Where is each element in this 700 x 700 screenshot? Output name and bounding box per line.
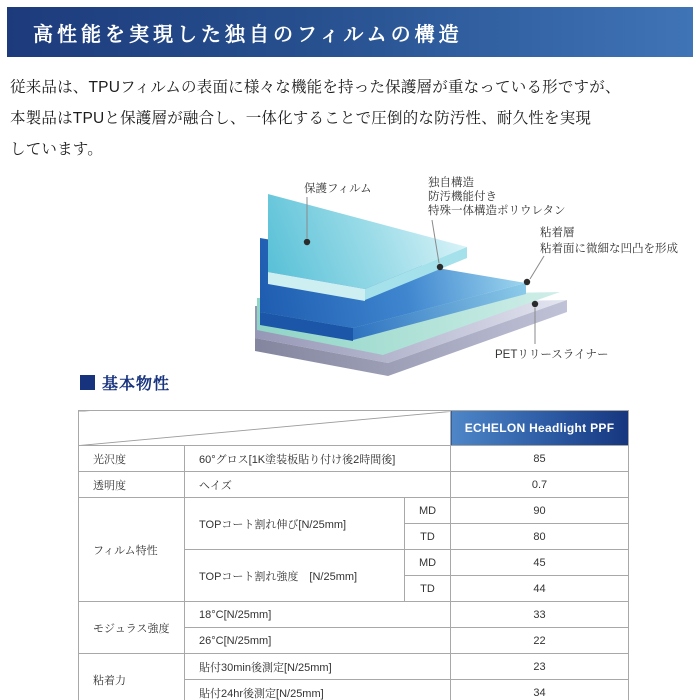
label-pu-line3: 特殊一体構造ポリウレタン xyxy=(428,205,566,217)
table-row xyxy=(79,654,629,680)
row-value: 0.7 xyxy=(451,472,629,498)
label-pu-line2: 防汚機能付き xyxy=(428,191,497,203)
callout-dot-adhesive xyxy=(524,279,530,285)
row-value: 85 xyxy=(451,446,629,472)
callout-dot-protective-film xyxy=(304,239,310,245)
intro-line: 本製品はTPUと保護層が融合し、一体化することで圧倒的な防汚性、耐久性を実現 xyxy=(10,110,592,127)
row-value: 45 xyxy=(451,550,629,576)
row-category: 透明度 xyxy=(79,472,185,498)
label-liner: PETリリースライナー xyxy=(495,349,609,361)
row-desc: 貼付24hr後測定[N/25mm] xyxy=(185,680,451,700)
row-desc: TOPコート割れ強度 [N/25mm] xyxy=(185,550,405,602)
row-desc: 26°C[N/25mm] xyxy=(185,628,451,654)
callout-line-adhesive xyxy=(530,256,544,279)
film-structure-diagram xyxy=(222,176,692,381)
row-category: 光沢度 xyxy=(79,446,185,472)
section-title: 基本物性 xyxy=(102,376,171,393)
intro-line: しています。 xyxy=(10,141,103,158)
row-direction: TD xyxy=(405,576,451,602)
row-desc: TOPコート割れ伸び[N/25mm] xyxy=(185,498,405,550)
page-title-bar xyxy=(7,7,693,57)
label-pu-line1: 独自構造 xyxy=(428,177,474,189)
table-corner-diagonal-cell xyxy=(79,411,451,446)
row-desc: 貼付30min後測定[N/25mm] xyxy=(185,654,451,680)
row-value: 44 xyxy=(451,576,629,602)
callout-dot-pu xyxy=(437,264,443,270)
section-heading xyxy=(80,371,170,394)
table-header-row xyxy=(79,411,629,446)
page-title: 高性能を実現した独自のフィルムの構造 xyxy=(33,23,463,46)
table-row xyxy=(79,446,629,472)
intro-line: 従来品は、TPUフィルムの表面に様々な機能を持った保護層が重なっている形ですが、 xyxy=(10,79,621,96)
row-desc: 60°グロス[1K塗装板貼り付け後2時間後] xyxy=(185,446,451,472)
product-column-header: ECHELON Headlight PPF xyxy=(451,411,629,446)
row-value: 22 xyxy=(451,628,629,654)
callout-dot-liner xyxy=(532,301,538,307)
row-value: 90 xyxy=(451,498,629,524)
row-direction: MD xyxy=(405,498,451,524)
row-value: 80 xyxy=(451,524,629,550)
row-desc: 18°C[N/25mm] xyxy=(185,602,451,628)
basic-properties-table xyxy=(78,410,629,700)
row-value: 34 xyxy=(451,680,629,700)
intro-paragraph xyxy=(10,72,696,165)
label-protective-film: 保護フィルム xyxy=(304,183,372,195)
row-category: フィルム特性 xyxy=(79,498,185,602)
row-direction: TD xyxy=(405,524,451,550)
row-value: 33 xyxy=(451,602,629,628)
row-desc: ヘイズ xyxy=(185,472,451,498)
row-value: 23 xyxy=(451,654,629,680)
label-adhesive-line2: 粘着面に微細な凹凸を形成 xyxy=(540,243,678,255)
table-row xyxy=(79,498,629,524)
table-row xyxy=(79,472,629,498)
label-adhesive-line1: 粘着層 xyxy=(540,227,575,239)
row-category: モジュラス強度 xyxy=(79,602,185,654)
row-direction: MD xyxy=(405,550,451,576)
row-category: 粘着力 xyxy=(79,654,185,700)
table-row xyxy=(79,602,629,628)
section-marker-square xyxy=(80,375,95,390)
